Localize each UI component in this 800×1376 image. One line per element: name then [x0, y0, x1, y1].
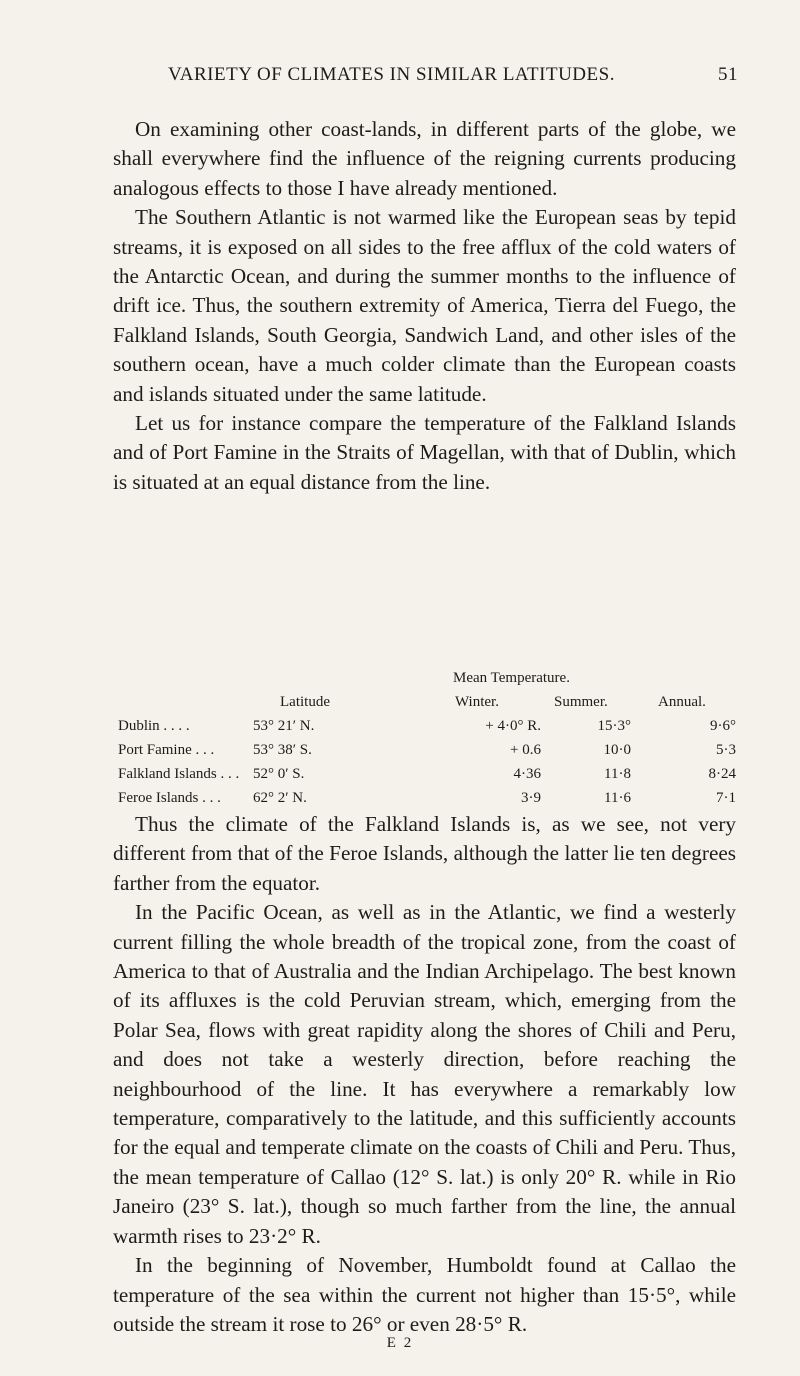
- annual-cell: 8·24: [708, 766, 736, 782]
- table-row: [118, 786, 748, 810]
- table-group-header-row: [118, 666, 748, 690]
- summer-header: Summer.: [554, 694, 608, 710]
- paragraph: Let us for instance compare the temperature of the Falkland Islands and of Port Famine in the Straits of Magellan, with that of Dublin, which is situated at an equal distance from the line.: [113, 411, 736, 494]
- annual-cell: 9·6°: [710, 718, 736, 734]
- paragraph: The Southern Atlantic is not warmed like the European seas by tepid streams, it is exposed on all sides to the free afflux of the cold waters of the Antarctic Ocean, and during the summer months to the influence of drift ice. Thus, the southern extremity of America, Tierra del Fuego, the Falkland Islands, South Georgia, Sandwich Land, and other isles of the southern ocean, have a much colder climate than the European coasts and islands situated under the same latitude.: [113, 205, 736, 406]
- latitude-header: Latitude: [280, 694, 330, 710]
- place-name: Feroe Islands . . .: [118, 790, 221, 806]
- latitude-cell: 52° 0′ S.: [253, 766, 305, 782]
- annual-cell: 7·1: [716, 790, 736, 806]
- temperature-table: [118, 666, 748, 810]
- winter-header: Winter.: [455, 694, 499, 710]
- mean-temperature-header: Mean Temperature.: [453, 670, 570, 686]
- paragraph: In the beginning of November, Humboldt found at Callao the temperature of the sea within the current not higher than 15·5°, while outside the stream it rose to 26° or even 28·5° R.: [113, 1253, 736, 1336]
- paragraph: On examining other coast-lands, in different parts of the globe, we shall everywhere find the influence of the reigning currents producing analogous effects to those I have already mentioned.: [113, 117, 736, 200]
- table-header-row: [118, 690, 748, 714]
- place-name: Falkland Islands . . .: [118, 766, 240, 782]
- table-row: [118, 714, 748, 738]
- latitude-cell: 53° 38′ S.: [253, 742, 312, 758]
- annual-cell: 5·3: [716, 742, 736, 758]
- latitude-cell: 53° 21′ N.: [253, 718, 315, 734]
- winter-cell: + 4·0° R.: [485, 718, 541, 734]
- summer-cell: 11·6: [604, 790, 631, 806]
- latitude-cell: 62° 2′ N.: [253, 790, 307, 806]
- place-name: Dublin . . . .: [118, 718, 190, 734]
- winter-cell: 4·36: [513, 766, 541, 782]
- winter-cell: + 0.6: [510, 742, 541, 758]
- table-row: [118, 762, 748, 786]
- place-name: Port Famine . . .: [118, 742, 215, 758]
- summer-cell: 11·8: [604, 766, 631, 782]
- winter-cell: 3·9: [521, 790, 541, 806]
- page-number: 51: [718, 64, 738, 85]
- table-row: [118, 738, 748, 762]
- annual-header: Annual.: [658, 694, 706, 710]
- body-text-bottom: [113, 810, 736, 1339]
- running-title: VARIETY OF CLIMATES IN SIMILAR LATITUDES.: [168, 64, 615, 85]
- summer-cell: 10·0: [603, 742, 631, 758]
- signature-mark: E 2: [386, 1335, 414, 1351]
- paragraph: Thus the climate of the Falkland Islands is, as we see, not very different from that of the Feroe Islands, although the latter lie ten degrees farther from the equator.: [113, 812, 736, 895]
- summer-cell: 15·3°: [597, 718, 631, 734]
- body-text-top: [113, 115, 736, 497]
- paragraph: In the Pacific Ocean, as well as in the Atlantic, we find a westerly current filling the whole breadth of the tropical zone, from the coast of America to that of Australia and the Indian Archipelago. The best known of its affluxes is the cold Peruvian stream, which, emerging from the Polar Sea, flows with great rapidity along the shores of Chili and Peru, and does not take a westerly direction, before reaching the neighbourhood of the line. It has everywhere a remarkably low temperature, comparatively to the latitude, and this sufficiently accounts for the equal and temperate climate on the coasts of Chili and Peru. Thus, the mean temperature of Callao (12° S. lat.) is only 20° R. while in Rio Janeiro (23° S. lat.), though so much farther from the line, the annual warmth rises to 23·2° R.: [113, 900, 736, 1248]
